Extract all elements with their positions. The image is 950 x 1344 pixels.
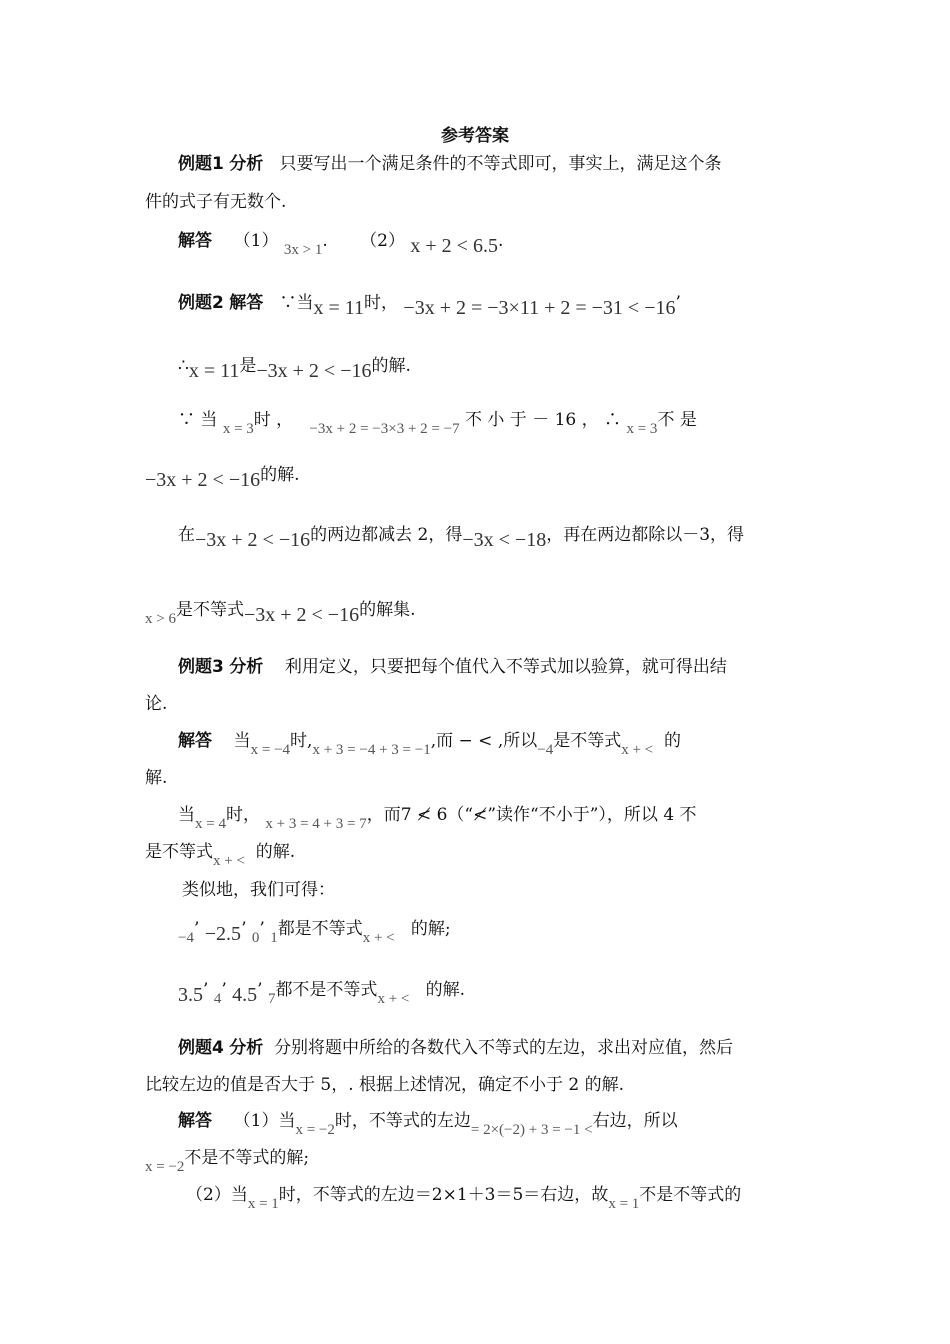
ex4-eval-neg2: = 2×(−2) + 3 = −1 <	[470, 1122, 593, 1138]
ex3-answer-label: 解答	[178, 731, 212, 751]
ex3-time: 时,	[290, 731, 313, 751]
ex3-val-b2: 4	[213, 991, 222, 1007]
ex2-inequality-3: −3x + 2 < −16	[195, 529, 311, 551]
ex3-analysis-line1	[178, 655, 727, 679]
ex3-val-neg4: −4	[537, 742, 554, 758]
ex1-analysis-line2: 件的式子有无数个.	[145, 192, 287, 212]
ex4-x-eq-1-b: x = 1	[608, 1196, 640, 1212]
ex4-not-solution: 不是不等式的解;	[184, 1148, 310, 1168]
ex2-result-1: −3x < −18	[462, 529, 547, 551]
ex4-x-eq-neg2: x = −2	[295, 1122, 335, 1138]
ex3-of: 的	[663, 731, 681, 751]
ex2-line4	[145, 462, 300, 491]
ex3-sep: ’	[221, 980, 227, 1000]
ex4-analysis-line2: 比较左边的值是否大于 5，. 根据上述情况，确定不小于 2 的解.	[145, 1075, 625, 1095]
ex1-part1-expr: 3x > 1	[283, 242, 323, 258]
ex2-x-eq-11-b: x = 11	[188, 360, 240, 382]
ex2-label: 例题2	[178, 293, 224, 313]
ex3-when-2: 当	[178, 805, 195, 825]
ex3-inequality-4: x + <	[377, 991, 410, 1007]
ex3-is-inequality-2: 是不等式	[145, 842, 213, 862]
ex1-answer-label: 解答	[178, 231, 212, 251]
ex2-line1: 例题2 解答 ∵当x = 11时， −3x + 2 = −3×11 + 2 = −31 < −16’	[178, 293, 681, 319]
ex3-time-2: 时，	[225, 805, 260, 825]
ex3-line6	[178, 916, 451, 946]
ex2-x-gt-6: x > 6	[145, 611, 176, 627]
ex3-solution-text-2: 的解;	[410, 919, 451, 939]
ex2-not-less: 不 小 于 － 16 ， ∴	[465, 410, 622, 430]
ex3-solution-text-3: 的解.	[425, 980, 465, 1000]
ex3-line4	[145, 840, 296, 869]
ex1-part2-num: （2）	[360, 231, 405, 251]
ex3-answer-line1	[178, 729, 681, 758]
ex3-line3	[178, 803, 697, 832]
ex2-x-eq-11: x = 11	[313, 297, 365, 319]
ex2-solution-set-text: 的解集.	[359, 600, 416, 620]
ex3-val-b4: 7	[267, 991, 276, 1007]
ex4-right-side: 右边，所以	[592, 1111, 678, 1131]
ex3-sep: ’	[203, 980, 209, 1000]
ex3-sep: ’	[193, 919, 200, 939]
ex3-answer-line2: 解.	[145, 768, 168, 788]
ex3-not-less-note: 7 ≮ 6（“≮”读作“不小于”），所以 4 不	[400, 805, 697, 825]
ex3-eval-4: x + 3 = 4 + 3 = 7	[265, 816, 367, 832]
ex3-analysis-text1: 利用定义，只要把每个值代入不等式加以验算，就可得出结	[284, 657, 727, 677]
ex3-compare: ,而 − < ,所以	[430, 731, 538, 751]
ex4-x-eq-neg2-b: x = −2	[145, 1159, 185, 1175]
page-title: 参考答案	[441, 126, 509, 146]
ex2-line5	[178, 522, 745, 551]
ex2-inequality-2: −3x + 2 < −16	[145, 469, 261, 491]
ex3-inequality-3: x + <	[362, 930, 395, 946]
ex2-when-2: 时 ，	[253, 410, 294, 430]
ex4-analysis-line1	[178, 1036, 733, 1060]
ex3-sep: ’	[257, 980, 263, 1000]
ex4-eval-1: 时，不等式的左边＝2×1＋3＝5＝右边，故	[278, 1185, 609, 1205]
ex3-line7	[178, 977, 465, 1007]
ex3-all-are-not: 都不是不等式	[275, 980, 378, 1000]
ex4-part2-when: （2）当	[186, 1185, 248, 1205]
ex2-line2	[178, 353, 411, 382]
ex3-sep: ’	[259, 919, 265, 939]
ex3-inequality-2: x + <	[213, 853, 245, 869]
ex3-val-a2: −2.5	[204, 923, 242, 945]
ex4-label: 例题4	[178, 1038, 224, 1058]
ex4-analysis-text1: 分别将题中所给的各数代入不等式的左边，求出对应值，然后	[274, 1038, 734, 1058]
ex3-when: 当	[233, 731, 251, 751]
ex3-solution-text: 的解.	[255, 842, 296, 862]
ex2-eval-3: −3x + 2 = −3×3 + 2 = −7	[309, 421, 460, 437]
ex2-is: 是	[239, 356, 257, 376]
ex3-analysis-line2: 论.	[145, 694, 168, 714]
ex3-label: 例题3	[178, 657, 224, 677]
ex2-in: 在	[178, 525, 195, 545]
ex2-solution-text-2: 的解.	[260, 465, 300, 485]
ex3-analysis-label: 分析	[229, 657, 264, 677]
ex1-analysis-label: 分析	[229, 154, 264, 174]
ex4-left-side: 时，不等式的左边	[334, 1111, 471, 1131]
ex3-val-b3: 4.5	[232, 984, 258, 1006]
ex1-analysis-line1	[178, 152, 721, 176]
ex3-x-eq-4: x = 4	[195, 816, 226, 832]
ex2-inequality-4: −3x + 2 < −16	[243, 604, 360, 626]
ex4-part1-when: （1）当	[233, 1111, 296, 1131]
ex2-x-eq-3: x = 3	[222, 421, 254, 437]
ex1-part1-num: （1）	[233, 231, 279, 251]
ex4-not-solution-2: 不是不等式的	[639, 1185, 742, 1205]
ex2-is-inequality: 是不等式	[175, 600, 244, 620]
ex3-eval-neg4: x + 3 = −4 + 3 = −1	[312, 742, 431, 758]
ex3-val-a4: 1	[270, 930, 278, 946]
ex3-all-are: 都是不等式	[277, 919, 363, 939]
ex2-answer-label: 解答	[229, 293, 264, 313]
ex3-val-a1: −4	[178, 930, 194, 946]
ex2-because-when-2: ∵ 当	[178, 410, 218, 430]
ex3-sep: ’	[241, 919, 247, 939]
ex2-x-eq-3-b: x = 3	[626, 421, 658, 437]
ex4-answer-label: 解答	[178, 1111, 212, 1131]
ex2-line3	[178, 408, 697, 437]
ex3-val-a3: 0	[251, 930, 260, 946]
ex3-and: ，而	[366, 805, 401, 825]
ex2-inequality: −3x + 2 < −16	[256, 360, 372, 382]
ex2-subtract-text: 的两边都减去 2，得	[310, 525, 463, 545]
ex2-therefore: ∴	[178, 356, 189, 376]
ex3-is-inequality: 是不等式	[553, 731, 622, 751]
ex1-part2-expr: x + 2 < 6.5	[410, 235, 498, 257]
ex2-when: 时，	[364, 293, 399, 313]
ex3-inequality: x + <	[621, 742, 654, 758]
ex4-line3	[186, 1183, 742, 1212]
ex4-analysis-label: 分析	[229, 1038, 264, 1058]
ex4-x-eq-1: x = 1	[247, 1196, 279, 1212]
ex1-label: 例题1	[178, 154, 224, 174]
ex4-line2	[145, 1146, 310, 1175]
ex2-is-not: 不 是	[657, 410, 697, 430]
ex3-similarly: 类似地，我们可得：	[182, 880, 335, 900]
ex2-eval-11: −3x + 2 = −3×11 + 2 = −31 < −16	[403, 297, 676, 319]
ex2-solution-text: 的解.	[371, 356, 411, 376]
ex2-line6	[145, 597, 416, 627]
ex3-val-b1: 3.5	[178, 984, 203, 1006]
ex4-answer-line1	[178, 1109, 678, 1138]
ex1-analysis-text1: 只要写出一个满足条件的不等式即可，事实上，满足这个条	[279, 154, 722, 174]
ex1-answer-line: 解答 （1） 3x > 1. （2） x + 2 < 6.5.	[178, 231, 504, 258]
ex2-divide-text: ，再在两边都除以－3，得	[546, 525, 745, 545]
ex3-x-eq-neg4: x = −4	[250, 742, 291, 758]
ex2-because-when: ∵当	[279, 293, 314, 313]
